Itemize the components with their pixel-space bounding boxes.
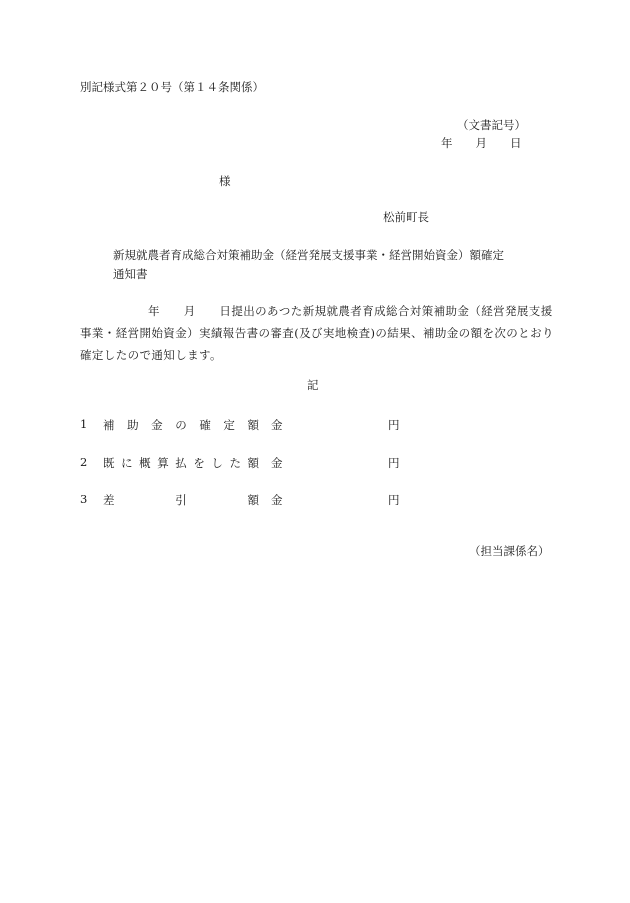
amount-unit: 円 xyxy=(388,456,400,470)
item-label: 差 引 額 xyxy=(103,493,259,507)
body-paragraph xyxy=(80,300,554,366)
body-date-blank: 年 月 日 xyxy=(148,304,232,318)
item-number: 3 xyxy=(80,492,88,506)
body-line-1 xyxy=(80,300,553,322)
item-label: 補 助 金 の 確 定 額 xyxy=(103,418,259,432)
department-name: （担当課係名） xyxy=(469,544,550,558)
document-title-line-1: 新規就農者育成総合対策補助金（経営発展支援事業・経営開始資金）額確定 xyxy=(113,248,504,262)
amount-prefix: 金 xyxy=(271,418,283,432)
note-heading: 記 xyxy=(307,378,319,392)
item-label: 既 に 概 算 払 を し た 額 xyxy=(103,456,259,470)
amount-prefix: 金 xyxy=(271,493,283,507)
amount-unit: 円 xyxy=(388,418,400,432)
document-number: （文書記号） xyxy=(457,118,526,132)
addressee-suffix: 様 xyxy=(219,174,231,188)
item-number: 1 xyxy=(80,417,88,431)
item-row-3 xyxy=(80,492,410,506)
issue-date: 年 月 日 xyxy=(441,136,522,150)
body-line-3: 確定したので通知します。 xyxy=(80,348,222,362)
item-row-1 xyxy=(80,417,410,431)
form-number: 別記様式第２０号（第１４条関係） xyxy=(80,80,264,94)
sender-name: 松前町長 xyxy=(383,210,429,224)
body-line-2: 事業・経営開始資金）実績報告書の審査(及び実地検査)の結果、補助金の額を次のとおり xyxy=(80,326,554,340)
body-line-1-text: 提出のあつた新規就農者育成総合対策補助金（経営発展支援 xyxy=(231,304,553,318)
amount-unit: 円 xyxy=(388,493,400,507)
amount-prefix: 金 xyxy=(271,456,283,470)
item-row-2 xyxy=(80,455,410,469)
document-title-line-2: 通知書 xyxy=(113,267,148,281)
item-number: 2 xyxy=(80,455,88,469)
